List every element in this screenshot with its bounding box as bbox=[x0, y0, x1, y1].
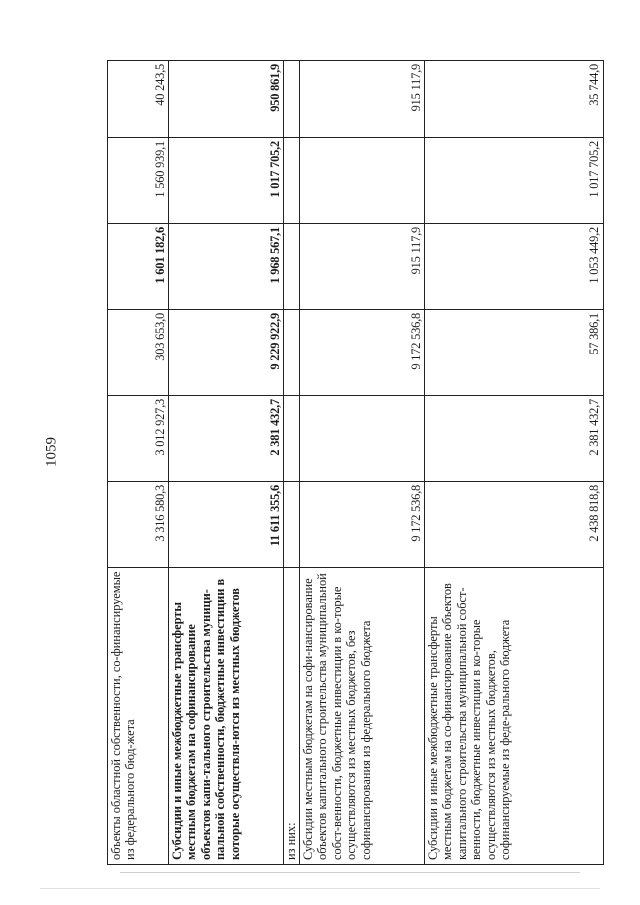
footer-rule bbox=[40, 888, 600, 889]
value-cell: 2 381 432,7 bbox=[425, 396, 603, 482]
table-row bbox=[168, 60, 284, 865]
row-label: Субсидии и иные межбюджетные трансферты местным бюджетам на со-финансирование объектов капитального строительства муниципальной собст-венности, бюджетные инвестиции в ко-торые осуществляются из местных бюджетов, софинансируемые из феде-рального бюджета bbox=[425, 568, 603, 865]
value-cell: 915 117,9 bbox=[300, 224, 425, 310]
value-cell bbox=[300, 138, 425, 224]
value-cell bbox=[284, 396, 300, 482]
value-cell bbox=[284, 138, 300, 224]
value-cell bbox=[284, 224, 300, 310]
value-cell: 1 017 705,2 bbox=[169, 138, 284, 224]
value-cell: 1 560 939,1 bbox=[108, 138, 169, 224]
row-label: Субсидии местным бюджетам на софи-нансирование объектов капитального строительства муниципальной собст-венности, бюджетные инвестиции в ко-торые осуществляются из местных бюджетов, без софинансирования из федерального бюджета bbox=[300, 568, 425, 865]
value-cell: 57 386,1 bbox=[425, 310, 603, 396]
value-cell: 11 611 355,6 bbox=[169, 482, 284, 568]
value-cell: 9 172 536,8 bbox=[300, 482, 425, 568]
value-cell: 1 017 705,2 bbox=[425, 138, 603, 224]
value-cell bbox=[284, 482, 300, 568]
row-label: Субсидии и иные межбюджетные трансферты местным бюджетам на софинансирование объектов капи-тального строительства муници-пальной собственности, бюджетные инвестиции в которые осуществля-ются из местных бюджетов bbox=[169, 568, 284, 865]
rotated-page bbox=[107, 60, 602, 865]
footer-rule bbox=[120, 872, 580, 873]
row-label: из них: bbox=[284, 568, 300, 865]
value-cell: 3 012 927,3 bbox=[108, 396, 169, 482]
value-cell bbox=[284, 60, 300, 138]
value-cell bbox=[284, 310, 300, 396]
value-cell: 1 053 449,2 bbox=[425, 224, 603, 310]
value-cell: 915 117,9 bbox=[300, 60, 425, 138]
value-cell: 3 316 580,3 bbox=[108, 482, 169, 568]
value-cell: 1 601 182,6 bbox=[108, 224, 169, 310]
value-cell: 9 229 922,9 bbox=[169, 310, 284, 396]
value-cell: 2 438 818,8 bbox=[425, 482, 603, 568]
budget-table bbox=[107, 60, 602, 865]
value-cell: 2 381 432,7 bbox=[169, 396, 284, 482]
value-cell: 40 243,5 bbox=[108, 60, 169, 138]
table-row bbox=[299, 60, 425, 865]
value-cell: 303 653,0 bbox=[108, 310, 169, 396]
value-cell: 9 172 536,8 bbox=[300, 310, 425, 396]
page-number: 1059 bbox=[43, 437, 60, 467]
table-row bbox=[107, 60, 169, 865]
row-label: объекты областной собственности, со-финансируемые из федерального бюд-жета bbox=[108, 568, 169, 865]
table-row bbox=[283, 60, 300, 865]
table-row bbox=[424, 60, 604, 865]
value-cell bbox=[300, 396, 425, 482]
value-cell: 1 968 567,1 bbox=[169, 224, 284, 310]
value-cell: 950 861,9 bbox=[169, 60, 284, 138]
value-cell: 35 744,0 bbox=[425, 60, 603, 138]
